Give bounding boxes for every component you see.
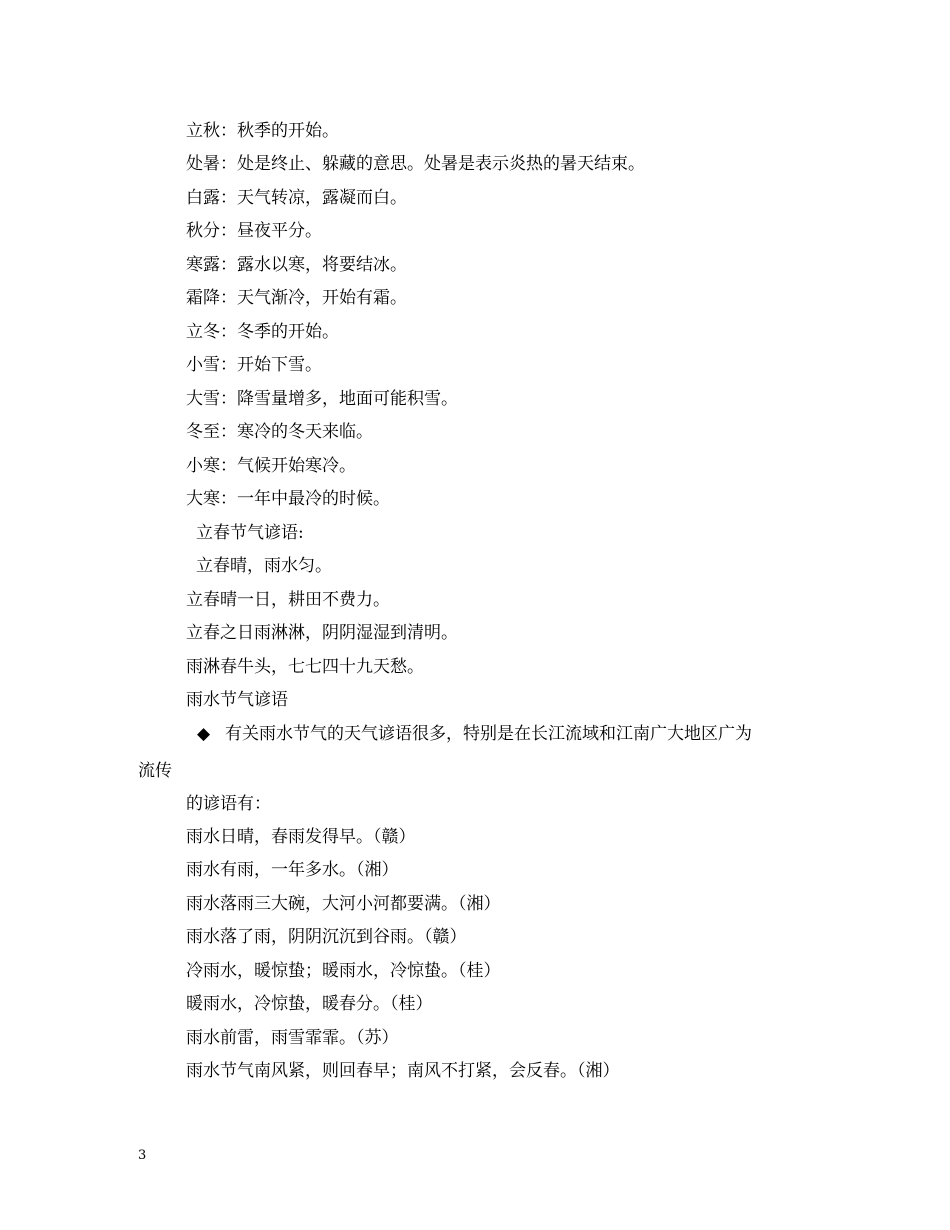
diamond-bullet-icon: ◆: [197, 724, 211, 744]
text-line: 的谚语有：: [186, 794, 271, 814]
text-line: 大寒：一年中最冷的时候。: [186, 489, 390, 509]
text-line: 雨水落了雨，阴阴沉沉到谷雨。（赣）: [186, 927, 467, 947]
text-line: 立春晴一日，耕田不费力。: [186, 590, 390, 610]
text-line: 流传: [138, 761, 172, 781]
text-line: 白露：天气转凉，露凝而白。: [186, 188, 407, 208]
bullet-text: 有关雨水节气的天气谚语很多，特别是在长江流域和江南广大地区广为: [225, 724, 752, 744]
text-line: 小寒：气候开始寒冷。: [186, 456, 356, 476]
bullet-paragraph: [197, 723, 752, 745]
text-line: 处暑：处是终止、躲藏的意思。处暑是表示炎热的暑天结束。: [186, 154, 645, 174]
section-heading: 雨水节气谚语: [186, 690, 288, 710]
section-heading: 立春节气谚语:: [196, 523, 304, 543]
text-line: 冬至：寒冷的冬天来临。: [186, 422, 373, 442]
text-line: 秋分：昼夜平分。: [186, 221, 322, 241]
text-line: 冷雨水，暖惊蛰；暖雨水，冷惊蛰。（桂）: [186, 961, 501, 981]
text-line: 雨水节气南风紧，则回春早；南风不打紧，会反春。（湘）: [186, 1061, 620, 1081]
text-line: 立秋：秋季的开始。: [186, 121, 339, 141]
text-line: 雨水前雷，雨雪霏霏。（苏）: [186, 1028, 399, 1048]
text-line: 雨水落雨三大碗，大河小河都要满。（湘）: [186, 894, 501, 914]
page-number: 3: [138, 1148, 147, 1163]
text-line: 雨水日晴，春雨发得早。（赣）: [186, 827, 416, 847]
text-line: 暖雨水，冷惊蛰，暖春分。（桂）: [186, 994, 433, 1014]
text-line: 雨水有雨，一年多水。（湘）: [186, 860, 399, 880]
text-line: 立春晴，雨水匀。: [196, 556, 332, 576]
text-line: 小雪：开始下雪。: [186, 355, 322, 375]
text-line: 霜降：天气渐冷，开始有霜。: [186, 288, 407, 308]
text-line: 立冬：冬季的开始。: [186, 322, 339, 342]
text-line: 雨淋春牛头，七七四十九天愁。: [186, 657, 424, 677]
text-line: 立春之日雨淋淋，阴阴湿湿到清明。: [186, 623, 458, 643]
text-line: 大雪：降雪量增多，地面可能积雪。: [186, 389, 458, 409]
text-line: 寒露：露水以寒，将要结冰。: [186, 255, 407, 275]
